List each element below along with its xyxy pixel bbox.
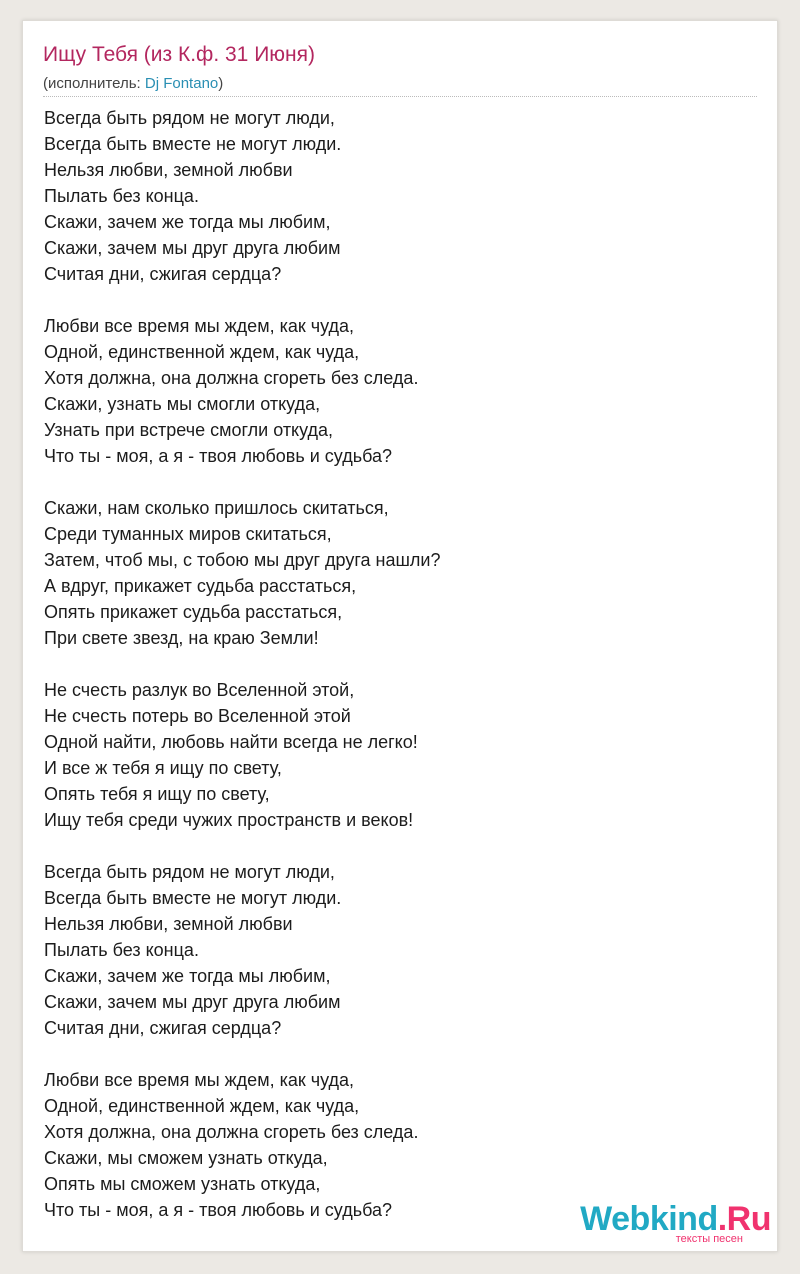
lyric-line: Одной, единственной ждем, как чуда,: [44, 1096, 360, 1116]
lyric-line: Затем, чтоб мы, с тобою мы друг друга нашли?: [44, 550, 441, 570]
lyric-line: Считая дни, сжигая сердца?: [44, 264, 282, 284]
lyric-line: Любви все время мы ждем, как чуда,: [44, 316, 355, 336]
lyric-line: Пылать без конца.: [44, 940, 199, 960]
lyric-line: Что ты - моя, а я - твоя любовь и судьба?: [44, 446, 393, 466]
lyric-line: Скажи, узнать мы смогли откуда,: [44, 394, 321, 414]
logo-wordmark: [580, 1202, 771, 1236]
lyrics-card: [22, 20, 778, 1252]
lyrics-body: [44, 105, 744, 1249]
lyric-line: Пылать без конца.: [44, 186, 199, 206]
lyric-line: Скажи, мы сможем узнать откуда,: [44, 1148, 328, 1168]
artist-suffix: ): [218, 75, 224, 92]
stanza: [44, 105, 744, 287]
lyric-line: Всегда быть вместе не могут люди.: [44, 134, 342, 154]
webkind-logo: [580, 1202, 771, 1245]
lyric-line: Среди туманных миров скитаться,: [44, 524, 332, 544]
lyric-line: Не счесть потерь во Вселенной этой: [44, 706, 351, 726]
artist-link[interactable]: Dj Fontano: [144, 75, 219, 92]
lyric-line: Ищу тебя среди чужих пространств и веков!: [44, 810, 414, 830]
lyric-line: Одной найти, любовь найти всегда не легко!: [44, 732, 418, 752]
lyric-line: Хотя должна, она должна сгореть без следа.: [44, 1122, 419, 1142]
artist-prefix: (исполнитель:: [43, 75, 145, 92]
lyric-line: Не счесть разлук во Вселенной этой,: [44, 680, 355, 700]
stanza: [44, 859, 744, 1041]
lyric-line: Что ты - моя, а я - твоя любовь и судьба?: [44, 1200, 393, 1220]
title-divider: [43, 96, 757, 97]
lyric-line: Скажи, зачем же тогда мы любим,: [44, 966, 331, 986]
lyric-line: Скажи, зачем мы друг друга любим: [44, 238, 341, 258]
lyric-line: Всегда быть рядом не могут люди,: [44, 862, 335, 882]
lyric-line: Скажи, нам сколько пришлось скитаться,: [44, 498, 389, 518]
song-title: Ищу Тебя (из К.ф. 31 Июня): [43, 43, 316, 66]
artist-line: [43, 75, 223, 92]
lyric-line: Опять тебя я ищу по свету,: [44, 784, 270, 804]
lyric-line: Одной, единственной ждем, как чуда,: [44, 342, 360, 362]
logo-tagline: тексты песен: [675, 1233, 743, 1245]
lyric-line: Считая дни, сжигая сердца?: [44, 1018, 282, 1038]
stanza: [44, 313, 744, 469]
lyric-line: Нельзя любви, земной любви: [44, 160, 293, 180]
logo-brand: Webkind: [580, 1200, 718, 1238]
lyric-line: Узнать при встрече смогли откуда,: [44, 420, 334, 440]
lyric-line: И все ж тебя я ищу по свету,: [44, 758, 282, 778]
lyric-line: Всегда быть рядом не могут люди,: [44, 108, 335, 128]
lyric-line: А вдруг, прикажет судьба расстаться,: [44, 576, 357, 596]
stanza: [44, 495, 744, 651]
stanza: [44, 677, 744, 833]
lyric-line: Нельзя любви, земной любви: [44, 914, 293, 934]
lyric-line: Опять мы сможем узнать откуда,: [44, 1174, 321, 1194]
lyric-line: Скажи, зачем же тогда мы любим,: [44, 212, 331, 232]
lyric-line: Всегда быть вместе не могут люди.: [44, 888, 342, 908]
lyric-line: Скажи, зачем мы друг друга любим: [44, 992, 341, 1012]
lyric-line: При свете звезд, на краю Земли!: [44, 628, 319, 648]
lyric-line: Хотя должна, она должна сгореть без следа.: [44, 368, 419, 388]
lyric-line: Любви все время мы ждем, как чуда,: [44, 1070, 355, 1090]
logo-tld: .Ru: [717, 1200, 771, 1238]
lyric-line: Опять прикажет судьба расстаться,: [44, 602, 343, 622]
